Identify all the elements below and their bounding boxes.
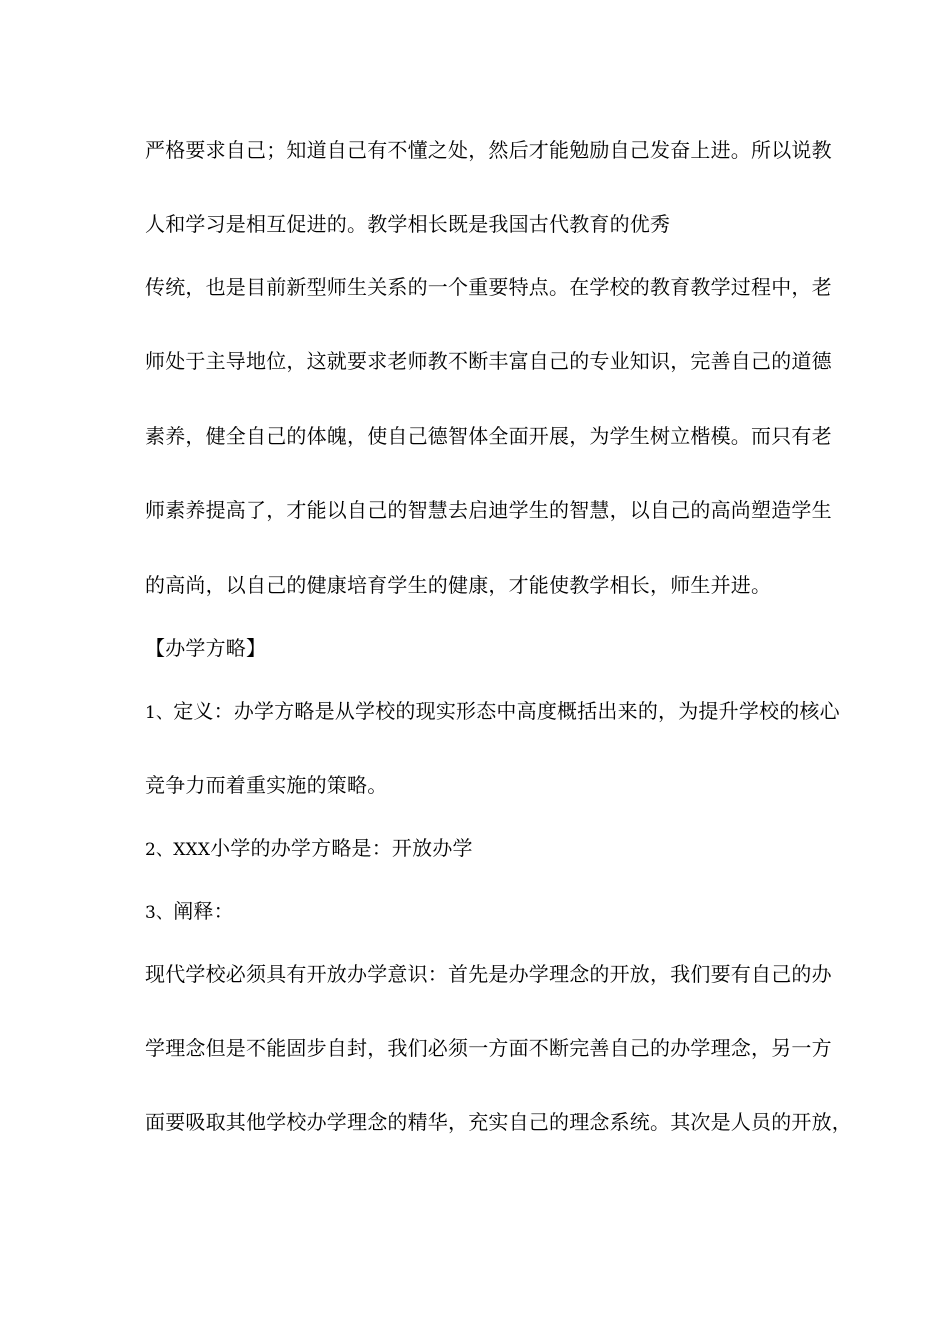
list-item-number: 1、 bbox=[145, 703, 174, 723]
list-item-text: 阐释： bbox=[173, 899, 234, 923]
list-item-text: 定义：办学方略是从学校的现实形态中高度概括出来的，为提升学校的核心 bbox=[173, 699, 840, 723]
list-item-2 bbox=[145, 836, 473, 862]
list-item-number: 3、 bbox=[145, 903, 174, 923]
paragraph-line: 师处于主导地位，这就要求老师教不断丰富自己的专业知识，完善自己的道德 bbox=[145, 349, 832, 373]
paragraph-line: 素养，健全自己的体魄，使自己德智体全面开展，为学生树立楷模。而只有老 bbox=[145, 424, 832, 448]
section-heading: 【办学方略】 bbox=[145, 636, 267, 660]
paragraph-line: 传统，也是目前新型师生关系的一个重要特点。在学校的教育教学过程中，老 bbox=[145, 275, 832, 299]
paragraph-line: 现代学校必须具有开放办学意识：首先是办学理念的开放，我们要有自己的办 bbox=[145, 962, 832, 986]
list-item-text: 小学的办学方略是：开放办学 bbox=[210, 836, 473, 860]
paragraph-line: 学理念但是不能固步自封，我们必须一方面不断完善自己的办学理念，另一方 bbox=[145, 1036, 832, 1060]
paragraph-line: 人和学习是相互促进的。教学相长既是我国古代教育的优秀 bbox=[145, 212, 671, 236]
list-item-1 bbox=[145, 699, 840, 725]
paragraph-line: 严格要求自己；知道自己有不懂之处，然后才能勉励自己发奋上进。所以说教 bbox=[145, 138, 832, 162]
list-item-number: 2、XXX bbox=[145, 840, 211, 860]
paragraph-line: 面要吸取其他学校办学理念的精华，充实自己的理念系统。其次是人员的开放， bbox=[145, 1110, 852, 1134]
list-item-3 bbox=[145, 899, 234, 925]
list-item-continuation: 竞争力而着重实施的策略。 bbox=[145, 773, 388, 797]
paragraph-line: 的高尚，以自己的健康培育学生的健康，才能使教学相长，师生并进。 bbox=[145, 573, 772, 597]
paragraph-line: 师素养提高了，才能以自己的智慧去启迪学生的智慧，以自己的高尚塑造学生 bbox=[145, 498, 832, 522]
